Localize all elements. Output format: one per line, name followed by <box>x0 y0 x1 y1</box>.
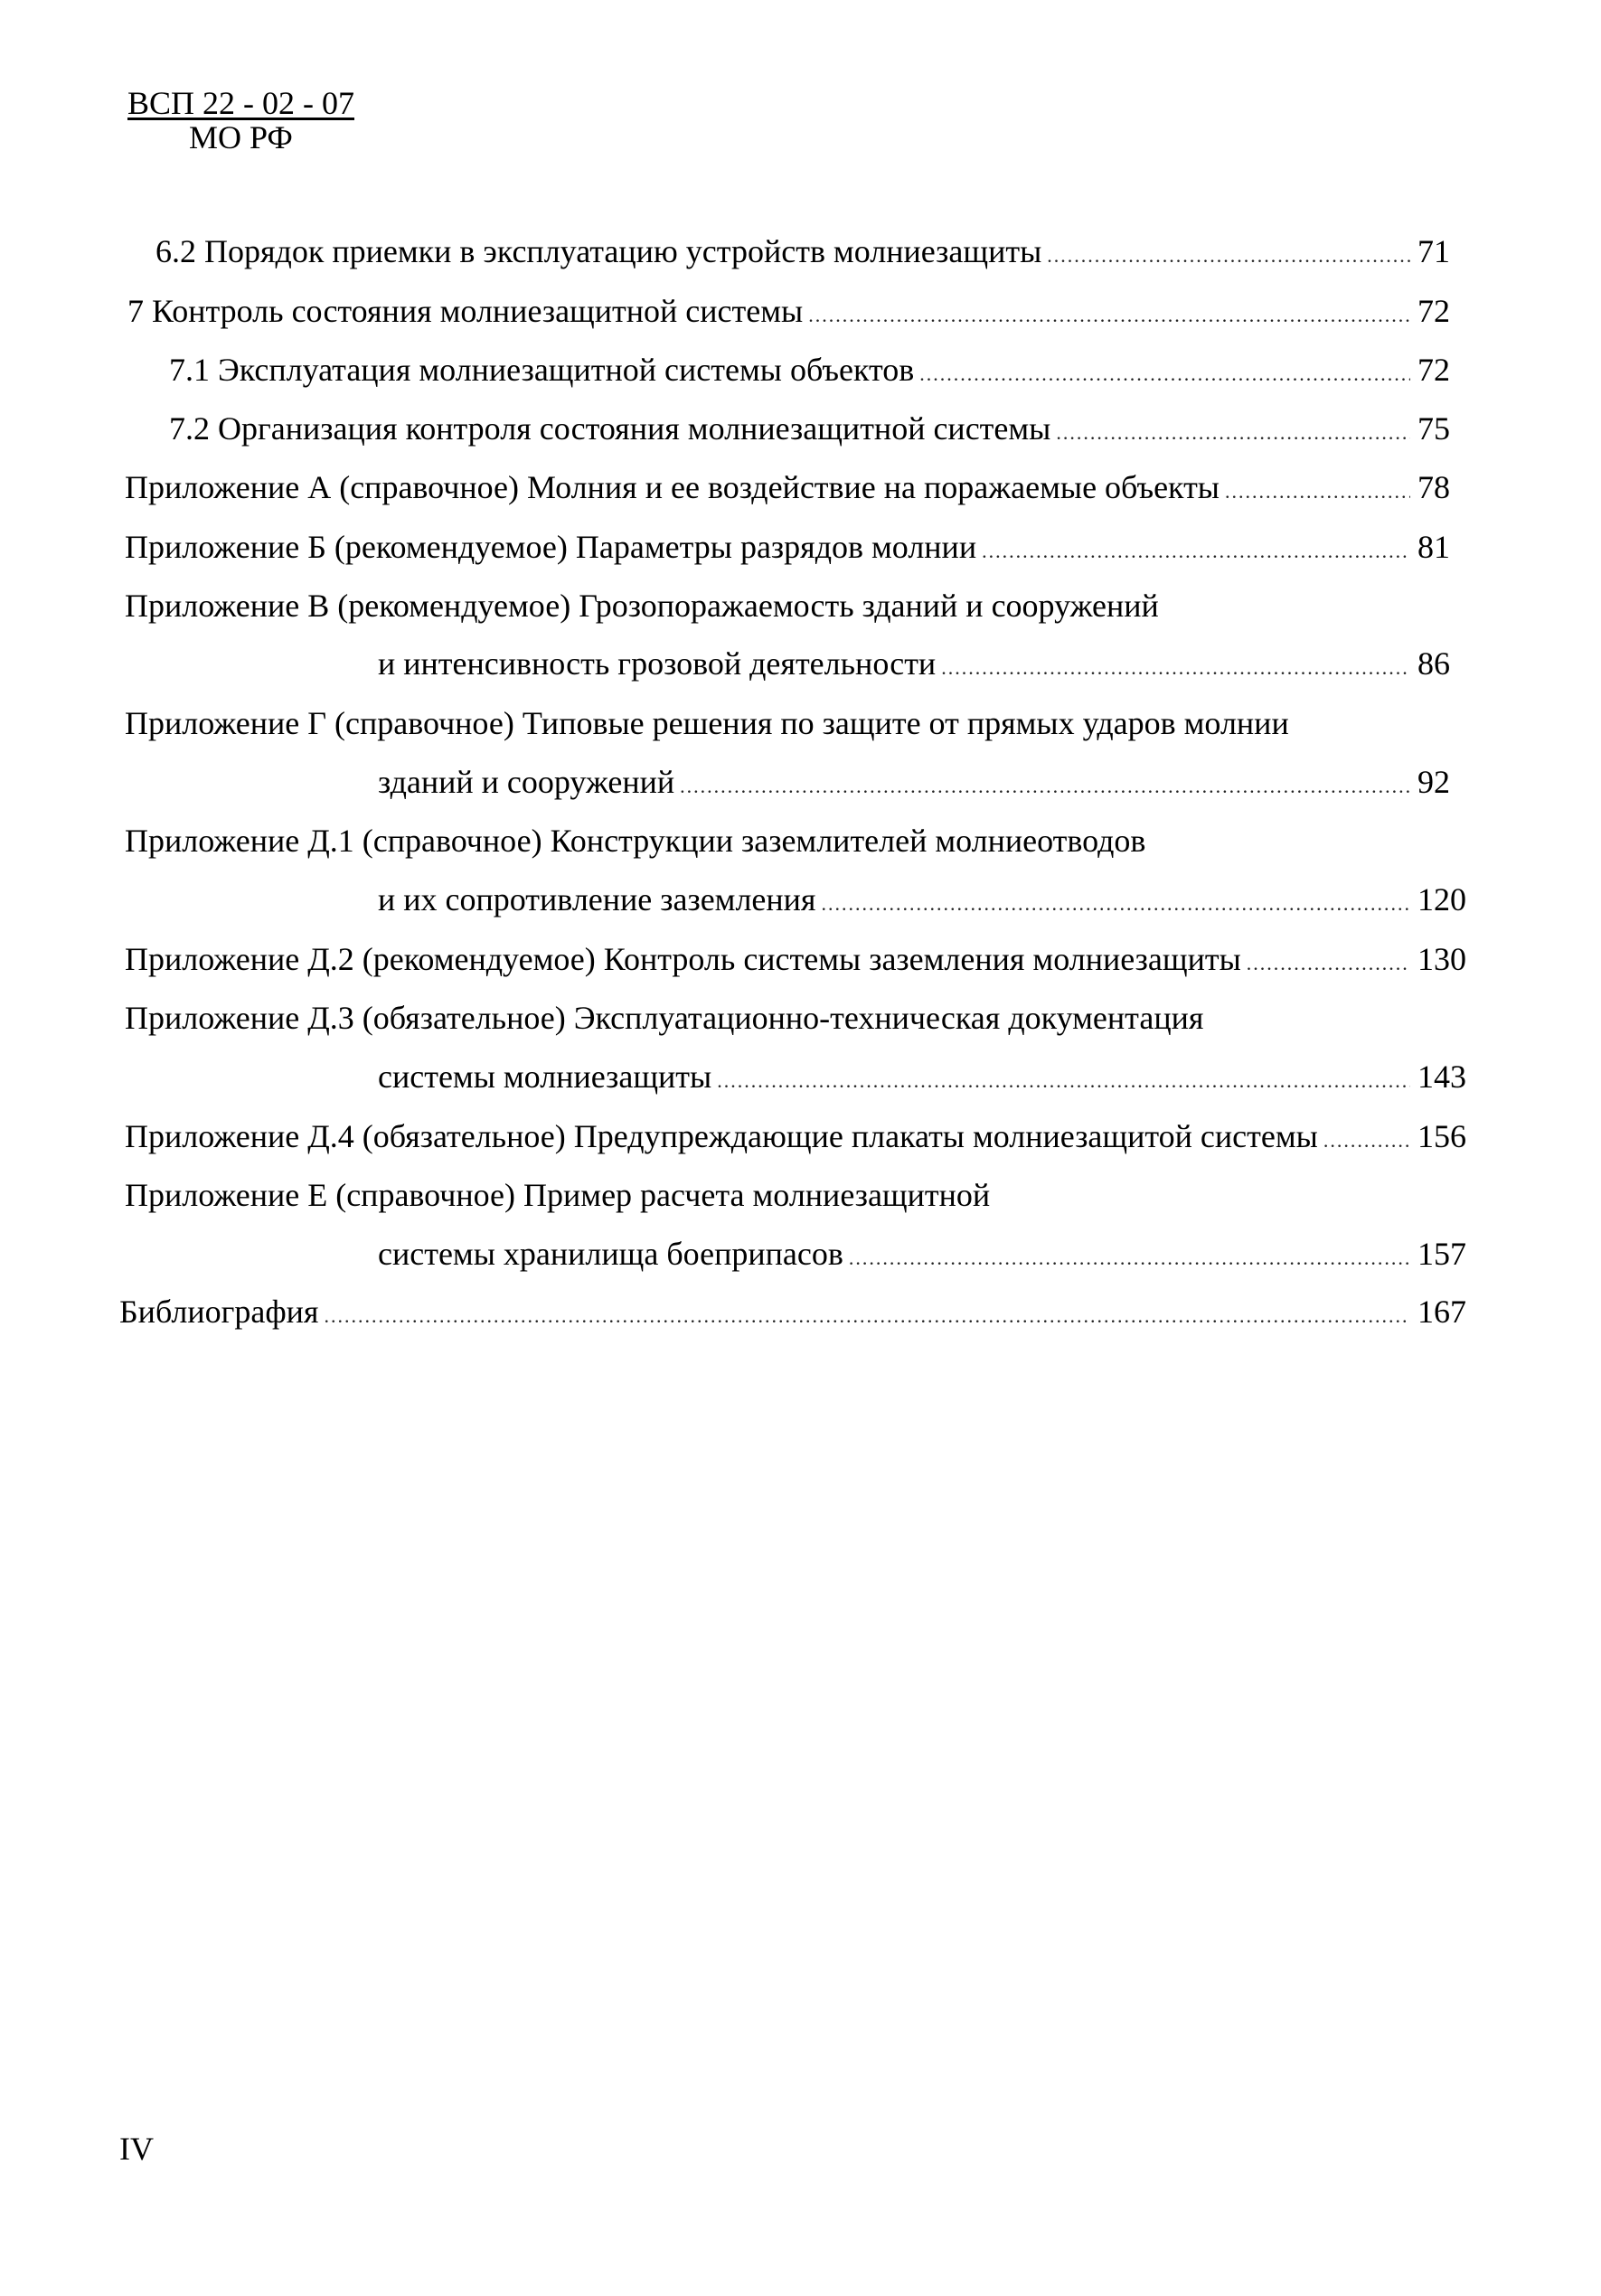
toc-entry-text: Приложение В (рекомендуемое) Грозопоражаемость зданий и сооружений <box>125 588 1159 624</box>
toc-entry-text: Приложение Б (рекомендуемое) Параметры разрядов молнии <box>125 529 977 565</box>
organization-label: МО РФ <box>189 118 293 155</box>
toc-entry <box>378 762 1470 802</box>
toc-entry-page: 72 <box>1417 293 1450 329</box>
toc-leader-dots <box>1056 413 1410 453</box>
toc-entry-text: зданий и сооружений <box>378 764 675 800</box>
toc-entry <box>125 703 1470 743</box>
toc-entry-page: 130 <box>1417 941 1466 977</box>
toc-entry-page: 157 <box>1417 1236 1466 1272</box>
toc-entry-page: 143 <box>1417 1059 1466 1095</box>
toc-leader-dots <box>680 767 1410 806</box>
toc-entry-text: системы молниезащиты <box>378 1059 712 1095</box>
toc-entry <box>125 1116 1470 1156</box>
toc-entry <box>378 644 1470 683</box>
toc-entry <box>378 880 1470 919</box>
toc-leader-dots <box>982 532 1410 571</box>
toc-entry-page: 156 <box>1417 1118 1466 1154</box>
toc-entry-text: Приложение Г (справочное) Типовые решения по защите от прямых ударов молнии <box>125 705 1289 741</box>
toc-entry-page: 81 <box>1417 529 1450 565</box>
toc-entry-page: 75 <box>1417 410 1450 447</box>
toc-entry-text: Приложение Д.3 (обязательное) Эксплуатационно-техническая документация <box>125 1000 1204 1036</box>
toc-entry-page: 72 <box>1417 352 1450 388</box>
toc-leader-dots <box>849 1238 1410 1278</box>
toc-entry <box>125 467 1470 507</box>
toc-entry <box>125 821 1470 861</box>
toc-entry-text: 7.2 Организация контроля состояния молниезащитной системы <box>169 410 1051 447</box>
toc-leader-dots <box>919 354 1410 394</box>
toc-entry <box>125 998 1470 1038</box>
toc-entry-page: 86 <box>1417 645 1450 682</box>
toc-leader-dots <box>808 296 1410 335</box>
toc-entry <box>378 1057 1470 1096</box>
toc-leader-dots <box>1047 236 1410 276</box>
toc-leader-dots <box>941 648 1410 688</box>
toc-leader-dots <box>1247 944 1410 983</box>
toc-entry <box>127 291 1470 331</box>
toc-entry-text: Приложение Д.2 (рекомендуемое) Контроль системы заземления молниезащиты <box>125 941 1241 977</box>
document-code: ВСП 22 - 02 - 07 <box>127 85 354 121</box>
toc-entry-page: 71 <box>1417 233 1450 269</box>
toc-entry-text: Приложение А (справочное) Молния и ее воздействие на поражаемые объекты <box>125 469 1220 505</box>
toc-entry-page: 92 <box>1417 764 1450 800</box>
toc-entry <box>125 939 1470 979</box>
toc-leader-dots <box>1323 1121 1410 1161</box>
toc-entry-text: Приложение Е (справочное) Пример расчета молниезащитной <box>125 1177 991 1213</box>
toc-entry <box>169 409 1470 448</box>
toc-entry <box>155 231 1470 271</box>
toc-entry-page: 120 <box>1417 881 1466 917</box>
toc-entry-text: Библиография <box>119 1294 319 1330</box>
toc-entry <box>169 350 1470 390</box>
toc-entry-page: 78 <box>1417 469 1450 505</box>
toc-entry-page: 167 <box>1417 1294 1466 1330</box>
toc-entry-text: Приложение Д.1 (справочное) Конструкции заземлителей молниеотводов <box>125 823 1146 859</box>
toc-leader-dots <box>324 1296 1410 1336</box>
toc-entry <box>125 527 1470 567</box>
toc-entry-text: системы хранилища боеприпасов <box>378 1236 843 1272</box>
toc-entry-text: 6.2 Порядок приемки в эксплуатацию устройств молниезащиты <box>155 233 1042 269</box>
toc-entry-text: Приложение Д.4 (обязательное) Предупреждающие плакаты молниезащитой системы <box>125 1118 1318 1154</box>
toc-entry-text: и их сопротивление заземления <box>378 881 816 917</box>
toc-entry-text: 7 Контроль состояния молниезащитной системы <box>127 293 804 329</box>
toc-entry <box>378 1234 1470 1274</box>
toc-entry-text: 7.1 Эксплуатация молниезащитной системы объектов <box>169 352 915 388</box>
toc-entry-text: и интенсивность грозовой деятельности <box>378 645 937 682</box>
toc-entry <box>125 586 1470 626</box>
page-number: IV <box>119 2131 154 2167</box>
toc-leader-dots <box>717 1061 1410 1101</box>
toc-leader-dots <box>822 884 1411 924</box>
toc-entry <box>119 1292 1470 1331</box>
toc-entry <box>125 1175 1470 1215</box>
toc-leader-dots <box>1225 472 1410 512</box>
